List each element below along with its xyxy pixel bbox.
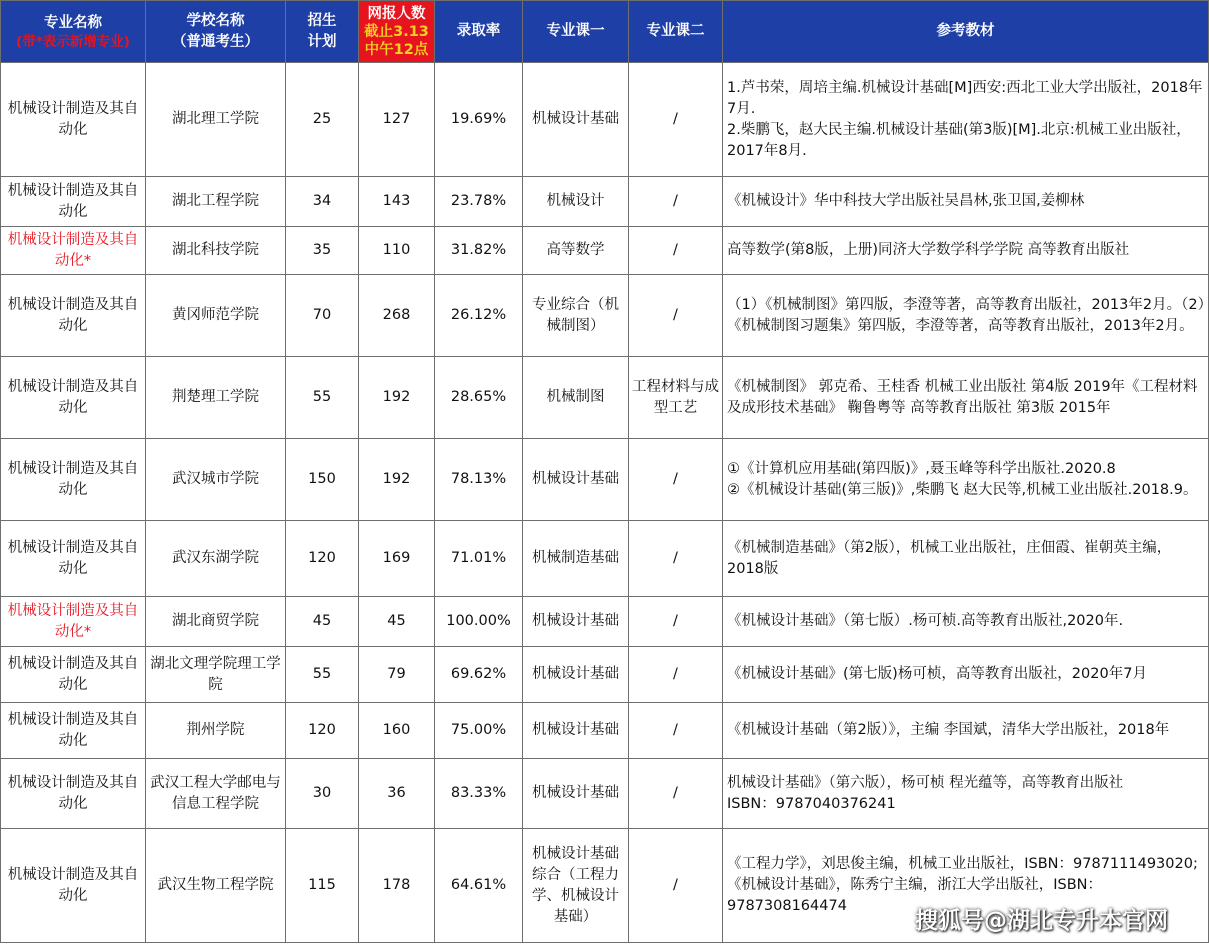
applicants-cell: 127: [359, 63, 435, 177]
book-entry: 《机械设计基础》，陈秀宁主编，浙江大学出版社，ISBN：9787308164474: [727, 877, 1103, 914]
course1-cell: 机械设计基础: [523, 63, 629, 177]
header-applicants: 网报人数 截止3.13 中午12点: [359, 1, 435, 63]
course1-cell: 机械设计基础综合（工程力学、机械设计基础）: [523, 829, 629, 943]
plan-cell: 115: [286, 829, 359, 943]
books-cell: [723, 759, 1209, 829]
course1-cell: 机械设计基础: [523, 647, 629, 703]
course1-cell: 机械设计基础: [523, 597, 629, 647]
table-row: [1, 63, 1209, 177]
plan-cell: 55: [286, 357, 359, 439]
rate-cell: 23.78%: [435, 177, 523, 227]
plan-cell: 120: [286, 703, 359, 759]
applicants-cell: 178: [359, 829, 435, 943]
applicants-cell: 169: [359, 521, 435, 597]
table-row: [1, 759, 1209, 829]
book-entry: 机械设计基础》（第六版），杨可桢 程光蕴等，高等教育出版社: [727, 774, 1124, 791]
course1-cell: 专业综合（机械制图）: [523, 275, 629, 357]
header-course1: 专业课一: [523, 1, 629, 63]
table-row: [1, 439, 1209, 521]
plan-cell: 70: [286, 275, 359, 357]
book-entry: 《机械制图》 郭克希、王桂香 机械工业出版社 第4版 2019年《工程材料及成形技术基础》 鞠鲁粤等 高等教育出版社 第3版 2015年: [727, 378, 1198, 416]
table-row: [1, 357, 1209, 439]
course1-cell: 机械制图: [523, 357, 629, 439]
header-row: [1, 1, 1209, 63]
header-school: 学校名称 （普通考生）: [146, 1, 286, 63]
course1-cell: 机械设计基础: [523, 439, 629, 521]
course2-cell: /: [629, 275, 723, 357]
course2-cell: /: [629, 177, 723, 227]
school-cell: 荆楚理工学院: [146, 357, 286, 439]
books-cell: [723, 275, 1209, 357]
plan-cell: 120: [286, 521, 359, 597]
header-books: 参考教材: [723, 1, 1209, 63]
rate-cell: 19.69%: [435, 63, 523, 177]
major-cell: 机械设计制造及其自动化: [1, 439, 146, 521]
course2-cell: /: [629, 227, 723, 275]
school-cell: 湖北科技学院: [146, 227, 286, 275]
course2-cell: /: [629, 521, 723, 597]
watermark: 搜狐号@湖北专升本官网: [915, 908, 1168, 934]
book-entry: 《机械制造基础》（第2版），机械工业出版社，庄佃霞、崔朝英主编，2018版: [727, 539, 1172, 577]
course1-cell: 机械设计基础: [523, 703, 629, 759]
table-row: [1, 275, 1209, 357]
school-cell: 湖北商贸学院: [146, 597, 286, 647]
applicants-cell: 143: [359, 177, 435, 227]
major-cell: 机械设计制造及其自动化: [1, 647, 146, 703]
plan-cell: 30: [286, 759, 359, 829]
books-cell: [723, 177, 1209, 227]
applicants-cell: 45: [359, 597, 435, 647]
table-row: [1, 703, 1209, 759]
book-entry: ②《机械设计基础(第三版)》,柴鹏飞 赵大民等,机械工业出版社.2018.9。: [727, 481, 1198, 498]
rate-cell: 26.12%: [435, 275, 523, 357]
plan-cell: 150: [286, 439, 359, 521]
applicants-cell: 79: [359, 647, 435, 703]
major-cell: 机械设计制造及其自动化: [1, 357, 146, 439]
course1-cell: 高等数学: [523, 227, 629, 275]
major-cell: 机械设计制造及其自动化: [1, 759, 146, 829]
book-entry: 《机械设计基础》（第七版）.杨可桢.高等教育出版社,2020年.: [727, 613, 1124, 629]
books-cell: [723, 227, 1209, 275]
rate-cell: 83.33%: [435, 759, 523, 829]
applicants-cell: 192: [359, 357, 435, 439]
plan-cell: 55: [286, 647, 359, 703]
course2-cell: 工程材料与成型工艺: [629, 357, 723, 439]
major-cell: 机械设计制造及其自动化: [1, 63, 146, 177]
rate-cell: 100.00%: [435, 597, 523, 647]
books-cell: [723, 597, 1209, 647]
book-entry: 1.芦书荣，周培主编.机械设计基础[M]西安:西北工业大学出版社，2018年7月.: [727, 79, 1203, 117]
book-entry: 2.柴鹏飞，赵大民主编.机械设计基础(第3版)[M].北京:机械工业出版社，2017年8月.: [727, 121, 1191, 159]
rate-cell: 75.00%: [435, 703, 523, 759]
school-cell: 湖北文理学院理工学院: [146, 647, 286, 703]
course1-cell: 机械制造基础: [523, 521, 629, 597]
header-rate: 录取率: [435, 1, 523, 63]
plan-cell: 35: [286, 227, 359, 275]
books-cell: [723, 63, 1209, 177]
school-cell: 荆州学院: [146, 703, 286, 759]
applicants-cell: 192: [359, 439, 435, 521]
header-plan: 招生 计划: [286, 1, 359, 63]
table-row: [1, 521, 1209, 597]
applicants-cell: 268: [359, 275, 435, 357]
course2-cell: /: [629, 597, 723, 647]
course1-cell: 机械设计: [523, 177, 629, 227]
major-cell: 机械设计制造及其自动化: [1, 177, 146, 227]
course2-cell: /: [629, 829, 723, 943]
major-cell: 机械设计制造及其自动化: [1, 275, 146, 357]
applicants-cell: 160: [359, 703, 435, 759]
school-cell: 武汉城市学院: [146, 439, 286, 521]
table-row: [1, 597, 1209, 647]
books-cell: [723, 521, 1209, 597]
school-cell: 湖北工程学院: [146, 177, 286, 227]
rate-cell: 69.62%: [435, 647, 523, 703]
header-major: 专业名称 (带*表示新增专业): [1, 1, 146, 63]
table-row: [1, 177, 1209, 227]
major-cell: 机械设计制造及其自动化: [1, 703, 146, 759]
applicants-cell: 110: [359, 227, 435, 275]
book-entry: 《机械设计基础（第2版）》，主编 李国斌，清华大学出版社，2018年: [727, 722, 1170, 738]
book-entry: 《机械设计基础》(第七版)杨可桢，高等教育出版社，2020年7月: [727, 666, 1147, 682]
books-cell: [723, 647, 1209, 703]
plan-cell: 25: [286, 63, 359, 177]
plan-cell: 34: [286, 177, 359, 227]
book-entry: 高等数学(第8版，上册)同济大学数学科学学院 高等教育出版社: [727, 242, 1130, 258]
major-cell: 机械设计制造及其自动化*: [1, 597, 146, 647]
header-course2: 专业课二: [629, 1, 723, 63]
book-entry: 《机械设计》华中科技大学出版社吴昌林,张卫国,姜柳林: [727, 193, 1085, 209]
school-cell: 武汉东湖学院: [146, 521, 286, 597]
school-cell: 黄冈师范学院: [146, 275, 286, 357]
applicants-cell: 36: [359, 759, 435, 829]
rate-cell: 28.65%: [435, 357, 523, 439]
book-entry: （1）《机械制图》第四版，李澄等著，高等教育出版社，2013年2月。（2）《机械制图习题集》第四版，李澄等著，高等教育出版社，2013年2月。: [727, 296, 1205, 334]
table-row: [1, 227, 1209, 275]
book-entry: ①《计算机应用基础(第四版)》,聂玉峰等科学出版社.2020.8: [727, 460, 1116, 477]
rate-cell: 31.82%: [435, 227, 523, 275]
school-cell: 武汉生物工程学院: [146, 829, 286, 943]
books-cell: [723, 439, 1209, 521]
major-cell: 机械设计制造及其自动化: [1, 521, 146, 597]
course2-cell: /: [629, 63, 723, 177]
course2-cell: /: [629, 759, 723, 829]
rate-cell: 78.13%: [435, 439, 523, 521]
books-cell: [723, 357, 1209, 439]
course2-cell: /: [629, 703, 723, 759]
school-cell: 湖北理工学院: [146, 63, 286, 177]
course2-cell: /: [629, 439, 723, 521]
course1-cell: 机械设计基础: [523, 759, 629, 829]
book-entry: ISBN：9787040376241: [727, 795, 896, 812]
school-cell: 武汉工程大学邮电与信息工程学院: [146, 759, 286, 829]
rate-cell: 71.01%: [435, 521, 523, 597]
rate-cell: 64.61%: [435, 829, 523, 943]
major-cell: 机械设计制造及其自动化: [1, 829, 146, 943]
plan-cell: 45: [286, 597, 359, 647]
book-entry: 《工程力学》，刘思俊主编，机械工业出版社，ISBN：9787111493020;: [727, 856, 1198, 872]
table-row: [1, 647, 1209, 703]
major-cell: 机械设计制造及其自动化*: [1, 227, 146, 275]
books-cell: [723, 703, 1209, 759]
course2-cell: /: [629, 647, 723, 703]
